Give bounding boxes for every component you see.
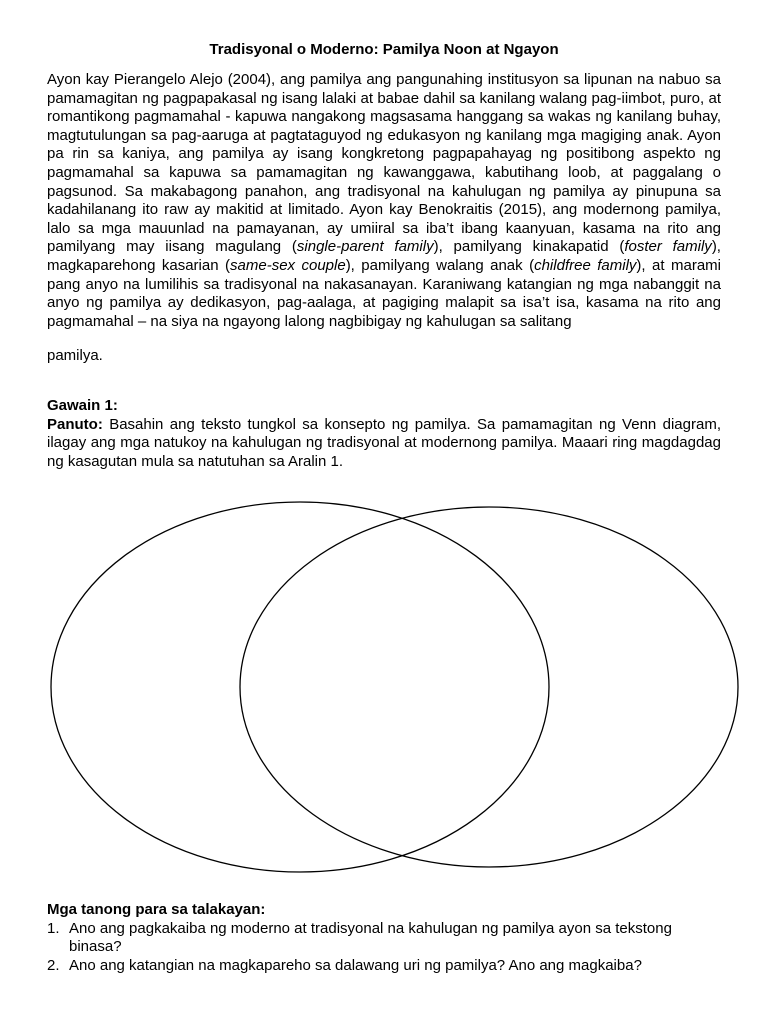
passage-text-2: ), pamilyang kinakapatid ( <box>433 238 625 256</box>
passage-text-1: Ayon kay Pierangelo Alejo (2004), ang pamilya ang pangunahing institusyon sa lipunan na nabuo sa pamamagitan ng pagpapakasal ng isang lalaki at babae dahil sa kanilang walang pag-iimbot, puro, at romantikong pagmamahal - kapuwa nangakong magsasama hanggang sa wakas ng kanilang buhay, magtutulungan sa pag-aaruga at pagtataguyod ng edukasyon ng kanilang mga magiging anak. Ayon pa rin sa kaniya, ang pamilya ay isang kongkretong pagpapahayag ng positibong aspekto ng pagmamahal sa kapuwa sa pamamagitan ng kawanggawa, kabutihang loob, at paggalang o pagsunod. Sa makabagong panahon, ang tradisyonal na kahulugan ng pamilya ay pinupuna sa kadahilanang ito raw ay makitid at limitado. Ayon kay Benokraitis (2015), ang modernong pamilya, lalo sa mga mauunlad na pamayanan, ay umiiral sa iba’t ibang kaanyuan, kasama na rito ang pamilyang may iisang magulang ( <box>47 71 721 256</box>
question-number: 2. <box>47 956 60 974</box>
venn-diagram <box>0 500 768 880</box>
passage-text-5: ), at marami pang anyo na lumilihis sa tradisyonal na nakasanayan. Karaniwang katangian ng mga nabanggit na anyo ng pamilya ay dedikasyon, pag-aalaga, at pagiging malapit sa isa’t isa, kasama na rito ang pagmamahal – na siya na ngayong lalong nagbibigay ng kahulugan sa salitang <box>47 256 721 330</box>
passage-text-3: ), magkaparehong kasarian ( <box>47 238 721 274</box>
term-foster: foster family <box>624 238 712 256</box>
term-single-parent: single-parent family <box>296 238 434 256</box>
question-number: 1. <box>47 919 60 937</box>
term-same-sex: same-sex couple <box>230 256 346 274</box>
instructions-label: Panuto: <box>47 415 103 433</box>
venn-circle-right[interactable] <box>240 507 738 867</box>
questions-list <box>47 920 721 976</box>
term-childfree: childfree family <box>534 256 637 274</box>
activity-section <box>47 397 721 471</box>
question-text: Ano ang katangian na magkapareho sa dalawang uri ng pamilya? Ano ang magkaiba? <box>69 956 642 974</box>
activity-heading: Gawain 1: <box>47 396 118 414</box>
instructions-text: Basahin ang teksto tungkol sa konsepto ng pamilya. Sa pamamagitan ng Venn diagram, ilagay ang mga natukoy na kahulugan ng tradisyonal at modernong pamilya. Maaari ring magdagdag ng kasagutan mula sa natutuhan sa Aralin 1. <box>47 415 721 470</box>
question-item <box>47 920 721 957</box>
venn-circle-left[interactable] <box>51 502 549 872</box>
activity-instructions <box>47 416 721 472</box>
reading-passage <box>47 71 721 331</box>
question-text: Ano ang pagkakaiba ng moderno at tradisyonal na kahulugan ng pamilya ayon sa tekstong binasa? <box>69 919 672 956</box>
question-item <box>47 957 721 976</box>
questions-heading: Mga tanong para sa talakayan: <box>47 901 266 918</box>
discussion-questions <box>47 901 721 975</box>
page-title: Tradisyonal o Moderno: Pamilya Noon at Ngayon <box>209 41 559 58</box>
passage-text-4: ), pamilyang walang anak ( <box>345 256 535 274</box>
passage-last-word: pamilya. <box>47 347 103 365</box>
worksheet-page <box>47 40 721 471</box>
